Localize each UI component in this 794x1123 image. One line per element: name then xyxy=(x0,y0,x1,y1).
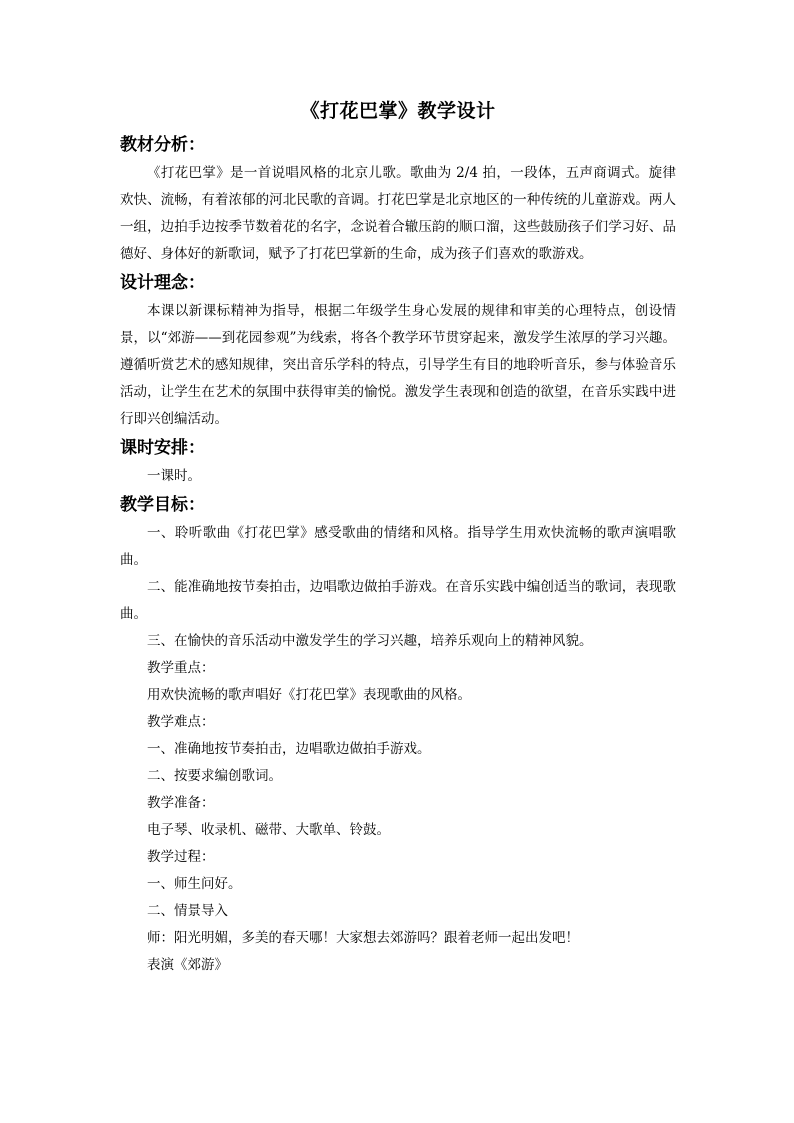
goal-item: 一、聆听歌曲《打花巴掌》感受歌曲的情绪和风格。指导学生用欢快流畅的歌声演唱歌曲。 xyxy=(120,525,676,568)
section-heading-analysis: 教材分析： xyxy=(120,135,205,155)
concept-paragraph: 本课以新课标精神为指导，根据二年级学生身心发展的规律和审美的心理特点，创设情景，以“郊游——到花园参观”为线索，将各个教学环节贯穿起来，激发学生浓厚的学习兴趣。遵循听赏艺术的感知规律，突出音乐学科的特点，引导学生有目的地聆听音乐，参与体验音乐活动，让学生在艺术的氛围中获得审美的愉悦。激发学生表现和创造的欲望，在音乐实践中进行即兴创编活动。 xyxy=(120,303,676,427)
difficulty-item: 一、准确地按节奏拍击，边唱歌边做拍手游戏。 xyxy=(147,741,431,757)
process-label: 教学过程： xyxy=(147,849,215,865)
key-points-text: 用欢快流畅的歌声唱好《打花巴掌》表现歌曲的风格。 xyxy=(147,687,471,703)
goal-item: 二、能准确地按节奏拍击，边唱歌边做拍手游戏。在音乐实践中编创适当的歌词，表现歌曲。 xyxy=(120,579,676,622)
section-heading-concept: 设计理念： xyxy=(120,273,205,293)
key-points-label: 教学重点： xyxy=(147,660,215,676)
analysis-paragraph: 《打花巴掌》是一首说唱风格的北京儿歌。歌曲为 2/4 拍，一段体，五声商调式。旋律欢快、流畅，有着浓郁的河北民歌的音调。打花巴掌是北京地区的一种传统的儿童游戏。两人一组，边拍手边按季节数着花的名字，念说着合辙压韵的顺口溜，这些鼓励孩子们学习好、品德好、身体好的新歌词，赋予了打花巴掌新的生命，成为孩子们喜欢的歌游戏。 xyxy=(120,165,676,262)
process-item: 师：阳光明媚，多美的春天哪！大家想去郊游吗？跟着老师一起出发吧！ xyxy=(147,930,579,946)
preparation-label: 教学准备： xyxy=(147,795,215,811)
document-title: 《打花巴掌》教学设计 xyxy=(300,100,496,122)
goal-item: 三、在愉快的音乐活动中激发学生的学习兴趣，培养乐观向上的精神风貌。 xyxy=(147,633,593,649)
difficulties-label: 教学难点： xyxy=(147,714,215,730)
schedule-text: 一课时。 xyxy=(147,468,201,484)
section-heading-goals: 教学目标： xyxy=(120,495,205,515)
preparation-text: 电子琴、收录机、磁带、大歌单、铃鼓。 xyxy=(147,822,390,838)
process-item: 二、情景导入 xyxy=(147,903,228,919)
section-heading-schedule: 课时安排： xyxy=(120,438,205,458)
process-item: 表演《郊游》 xyxy=(147,957,228,973)
document-body xyxy=(120,96,676,979)
difficulty-item: 二、按要求编创歌词。 xyxy=(147,768,282,784)
process-item: 一、师生问好。 xyxy=(147,876,242,892)
